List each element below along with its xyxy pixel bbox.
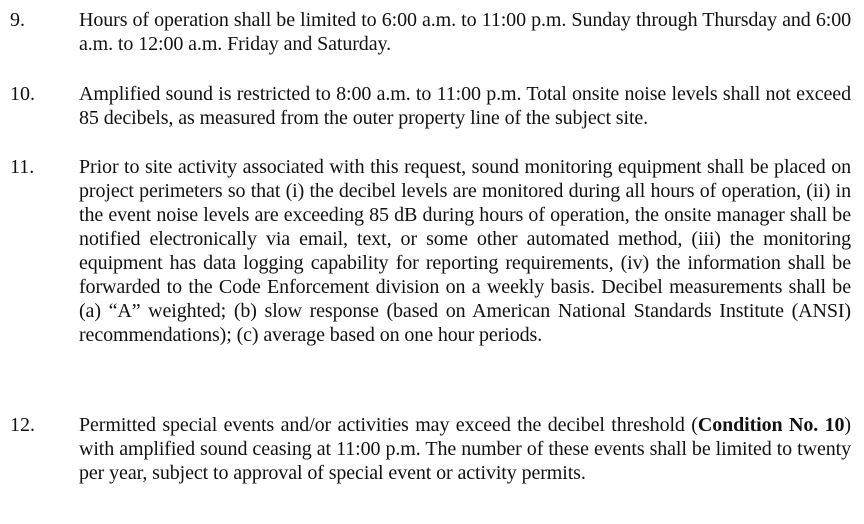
condition-text — [79, 413, 851, 485]
condition-reference-bold: Condition No. 10 — [697, 414, 845, 436]
condition-text: Hours of operation shall be limited to 6:00 a.m. to 11:00 p.m. Sunday through Thursday and 6:00 a.m. to 12:00 a.m. Friday and Saturday. — [79, 9, 851, 55]
condition-text-after: ) with amplified sound ceasing at 11:00 p.m. The number of these events shall be limited to twenty per year, subject to approval of special event or activity permits. — [79, 414, 851, 484]
condition-number: 11. — [10, 156, 35, 178]
condition-text: Prior to site activity associated with this request, sound monitoring equipment shall be placed on project perimeters so that (i) the decibel levels are monitored during all hours of operation, (ii) in the event noise levels are exceeding 85 dB during hours of operation, the onsite manager shall be notified electronically via email, text, or some other automated method, (iii) the monitoring equipment has data logging capability for reporting requirements, (iv) the information shall be forwarded to the Code Enforcement division on a weekly basis. Decibel measurements shall be (a) “A” weighted; (b) slow response (based on American National Standards Institute (ANSI) recommendations); (c) average based on one hour periods. — [79, 156, 851, 346]
condition-text-before: Permitted special events and/or activities may exceed the decibel threshold ( — [79, 414, 698, 436]
condition-number: 10. — [10, 83, 35, 105]
condition-text: Amplified sound is restricted to 8:00 a.m. to 11:00 p.m. Total onsite noise levels shall not exceed 85 decibels, as measured from the outer property line of the subject site. — [79, 83, 851, 129]
condition-number: 12. — [10, 414, 35, 436]
condition-number: 9. — [10, 9, 25, 31]
